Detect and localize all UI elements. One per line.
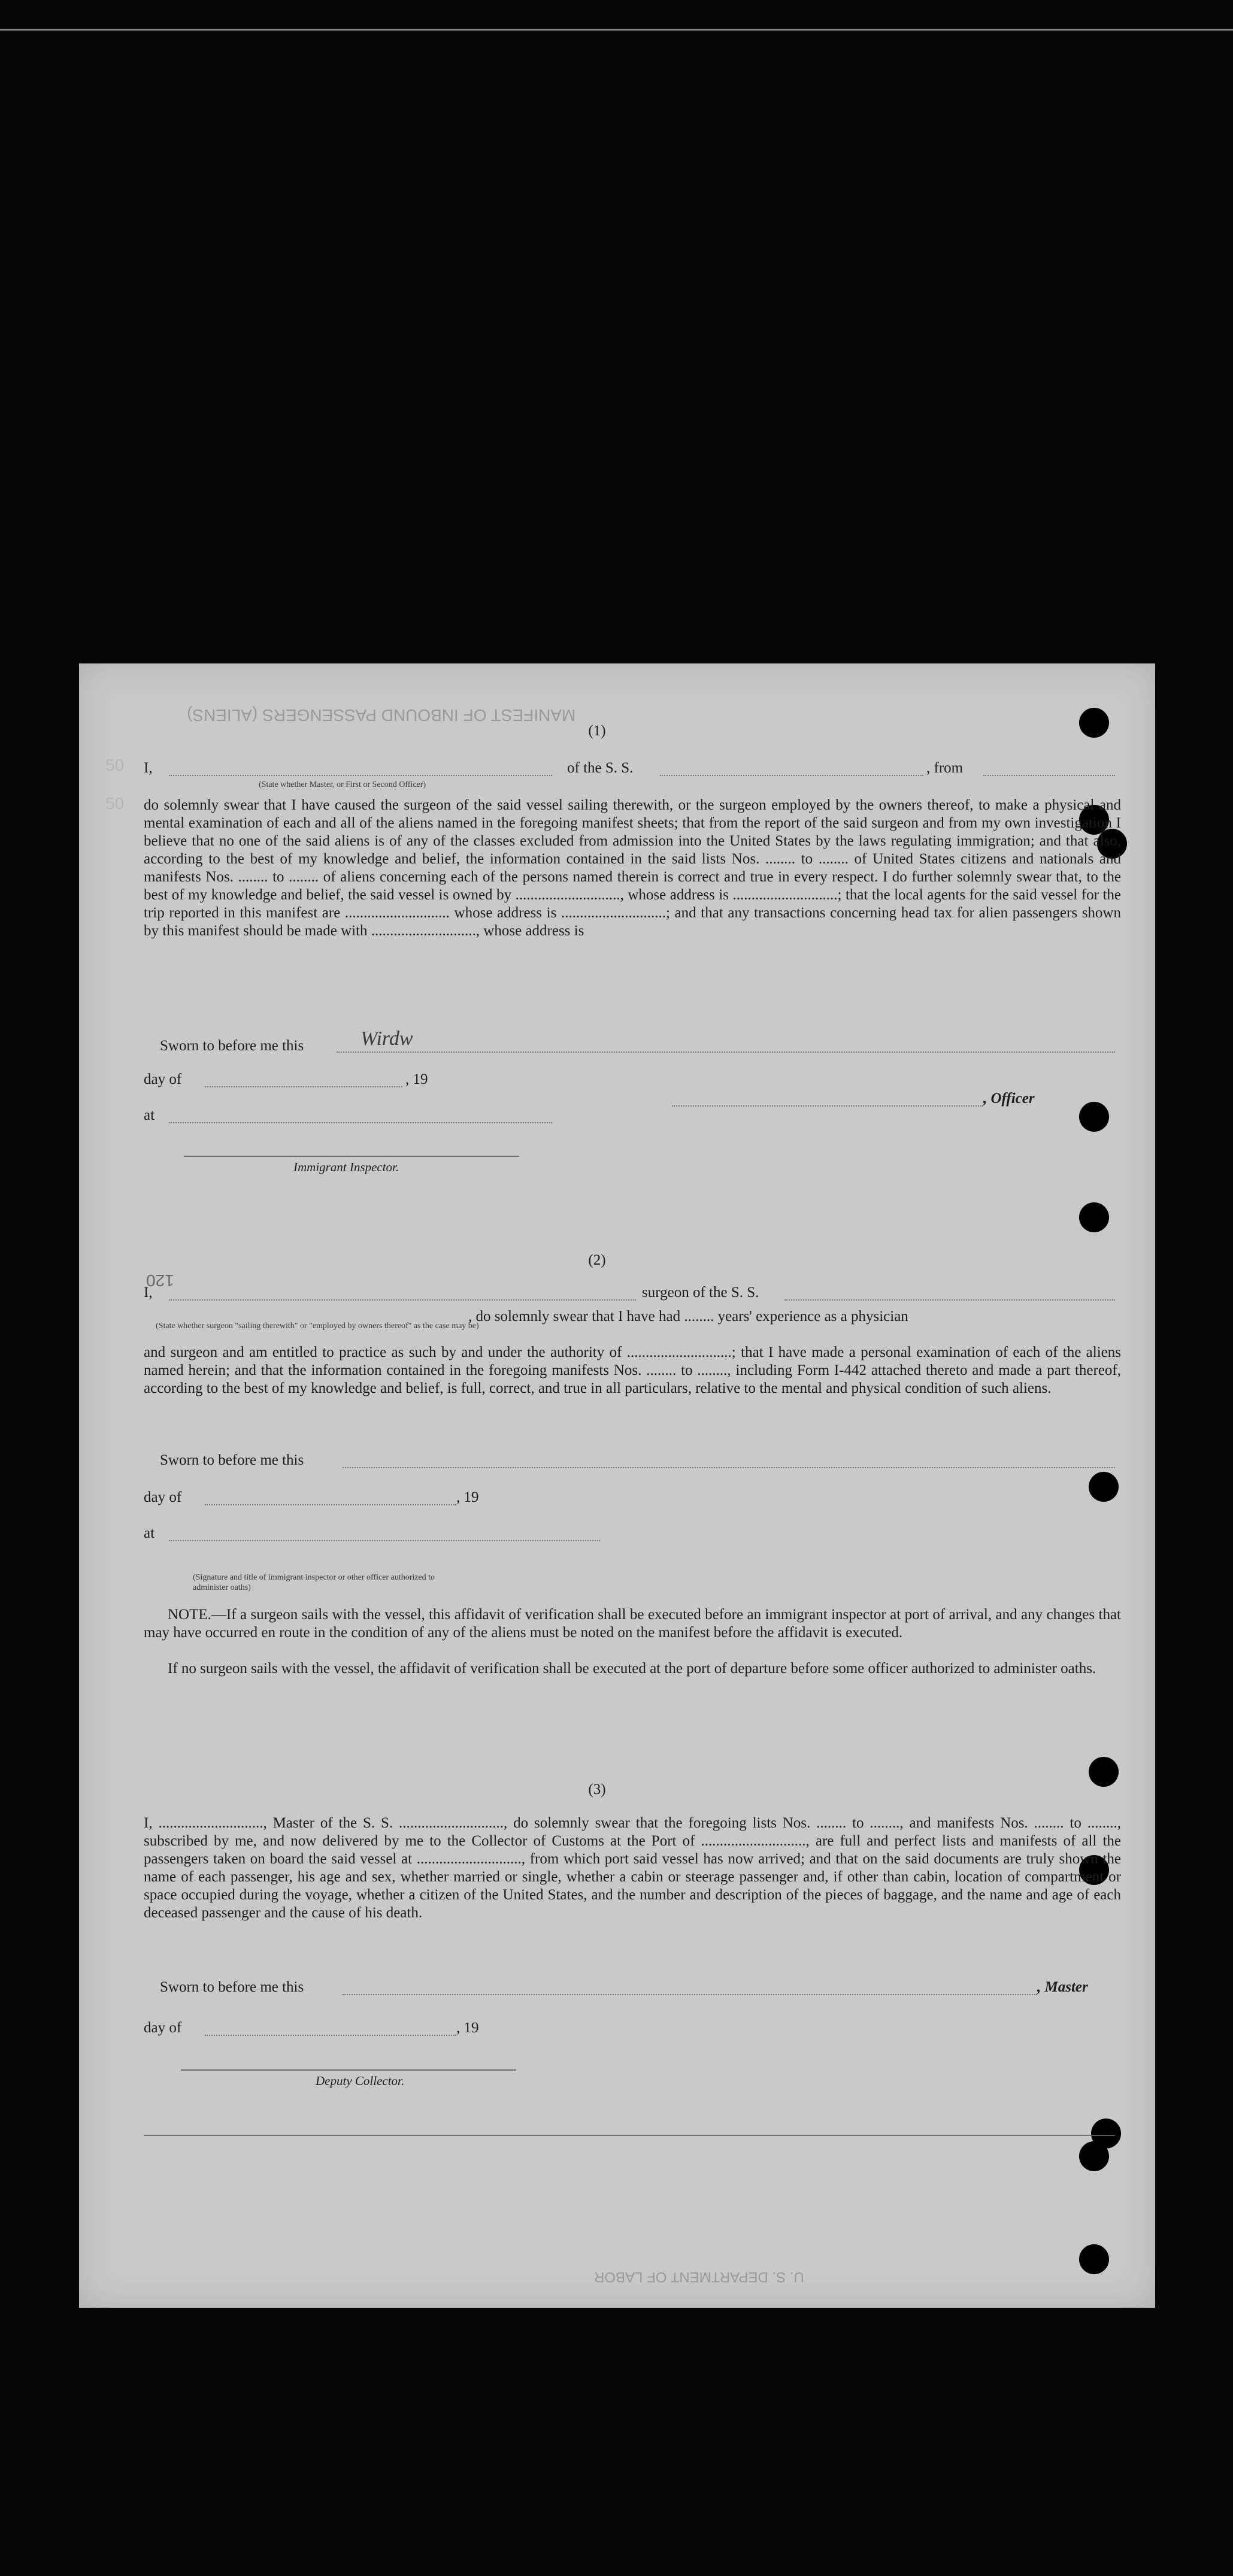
vessel-label: of the S. S. [567,760,634,776]
sworn-label-3: Sworn to before me this [160,1979,304,1995]
collector-signature-line [181,2069,516,2071]
section-1-intro: I, [144,760,153,776]
at-label-2: at [144,1525,155,1541]
margin-number: 120 [146,1271,174,1290]
section-2-oath-text: and surgeon and am entitled to practice as such by and under the authority of ............................; that I have made a personal examination of each of the aliens named herein; and that the information contained in the foregoing manifests Nos. ........ to ........, including Form I-442 attached thereto and made a part thereof, according to the best of my knowledge and belief, is full, correct, and true in all particulars, relative to the mental and physical condition of such aliens. [144,1344,1121,1396]
top-border-line [0,29,1233,31]
section-1-oath-text: do solemnly swear that I have caused the surgeon of the said vessel sailing therewith, or the surgeon employed by the owners thereof, to make a physical and mental examination of each and all of the aliens named in the foregoing manifest sheets; that from the report of the said surgeon and from my own investigation I believe that no one of the said aliens is of any of the classes excluded from admission into the United States by the laws regulating immigration; and that also, according to the best of my knowledge and belief, the information contained in the said lists Nos. ........ to ........ of United States citizens and nationals and manifests Nos. ........ to ........ of aliens concerning each of the persons named therein is correct and true in every respect. I do further solemnly swear that, to the best of my knowledge and belief, the said vessel is owned by ............................, whose address is ............................; that the local agents for the said vessel for the trip reported in this manifest are ............................ whose address is ............................; and that any transactions concerning head tax for alien passengers shown by this manifest should be made with ............................, whose address is [144,797,1121,939]
day-of-label-1: day of [144,1071,182,1087]
margin-number: 50 [105,756,125,774]
blank-day-2 [205,1504,456,1505]
handwritten-signature: Wirdw [360,1028,413,1050]
blank-sworn-date-2 [343,1467,1115,1468]
blank-master-signature [343,1994,1037,1995]
blank-at-2 [169,1540,600,1541]
bleed-through-stamp: MANIFEST OF INBOUND PASSENGERS (ALIENS) [187,706,576,725]
surgeon-oath-line: , do solemnly swear that I have had ........ years' experience as a physician [468,1308,908,1325]
blank-officer-rank [169,775,552,776]
note-paragraph [144,1606,1121,1642]
punch-hole [1079,1102,1109,1132]
section-2-heading: (2) [588,1252,606,1268]
blank-day-1 [205,1086,402,1087]
inspector-signature-line [184,1156,519,1157]
blank-officer-signature [672,1105,983,1107]
from-label: , from [926,760,964,776]
punch-hole [1079,1202,1109,1232]
year-label-2: , 19 [456,1489,479,1505]
sworn-label-1: Sworn to before me this [160,1038,304,1054]
bleed-through-footer: U. S. DEPARTMENT OF LABOR [594,2269,804,2285]
section-2-intro: I, [144,1284,153,1301]
signature-caption: (Signature and title of immigrant inspector or other officer authorized to administer oaths) [193,1573,435,1592]
note-label: NOTE. [168,1607,211,1623]
blank-surgeon-vessel [784,1299,1115,1301]
bottom-divider [144,2135,1115,2136]
officer-label: , Officer [983,1090,1035,1107]
year-label-1: , 19 [405,1071,428,1087]
surgeon-caption: (State whether surgeon "sailing therewith" or "employed by owners thereof" as the case may be) [156,1322,479,1331]
blank-sworn-date-1 [337,1051,1115,1053]
year-label-3: , 19 [456,2020,479,2036]
note-paragraph-2: If no surgeon sails with the vessel, the affidavit of verification shall be executed at the port of departure before some officer authorized to administer oaths. [168,1660,1096,1677]
surgeon-label: surgeon of the S. S. [642,1284,759,1301]
blank-day-3 [205,2035,456,2036]
at-label-1: at [144,1107,155,1123]
immigrant-inspector-label: Immigrant Inspector. [293,1160,399,1174]
blank-vessel-name [660,775,923,776]
note-text: —If a surgeon sails with the vessel, this affidavit of verification shall be executed before an immigrant inspector at port of arrival, and any changes that may have occurred en route in the condition of any of the aliens must be noted on the manifest before the affidavit is executed. [144,1607,1121,1641]
blank-at-1 [169,1122,552,1123]
section-3-oath-text: I, ............................, Master of the S. S. ............................, do solemnly swear that the foregoing lists Nos. ........ to ........, and manifests Nos. ........ to ........, subscribed by me, and now delivered by me to the Collector of Customs at the Port of ............................, are full and perfect lists and manifests of all the passengers taken on board the said vessel at ............................, from which port said vessel has now arrived; and that on the said documents are truly shown the name of each passenger, his age and sex, whether married or single, whether a cabin or steerage passenger and, if other than cabin, location of compartment or space occupied during the voyage, whether a citizen of the United States, and the number and description of the pieces of baggage, and the name and age of each deceased passenger and the cause of his death. [144,1815,1121,1921]
punch-hole [1079,2244,1109,2274]
section-1-heading: (1) [588,723,606,739]
section-3-heading: (3) [588,1781,606,1798]
rank-caption: (State whether Master, or First or Second Officer) [259,780,426,789]
blank-surgeon-name [169,1299,636,1301]
day-of-label-3: day of [144,2020,182,2036]
day-of-label-2: day of [144,1489,182,1505]
punch-hole [1079,2141,1109,2171]
deputy-collector-label: Deputy Collector. [316,2074,405,2088]
blank-port-from [983,775,1115,776]
master-label: , Master [1037,1979,1088,1995]
affidavit-sheet [79,663,1155,2308]
sworn-label-2: Sworn to before me this [160,1452,304,1468]
margin-number: 50 [105,794,125,813]
punch-hole [1089,1472,1119,1502]
